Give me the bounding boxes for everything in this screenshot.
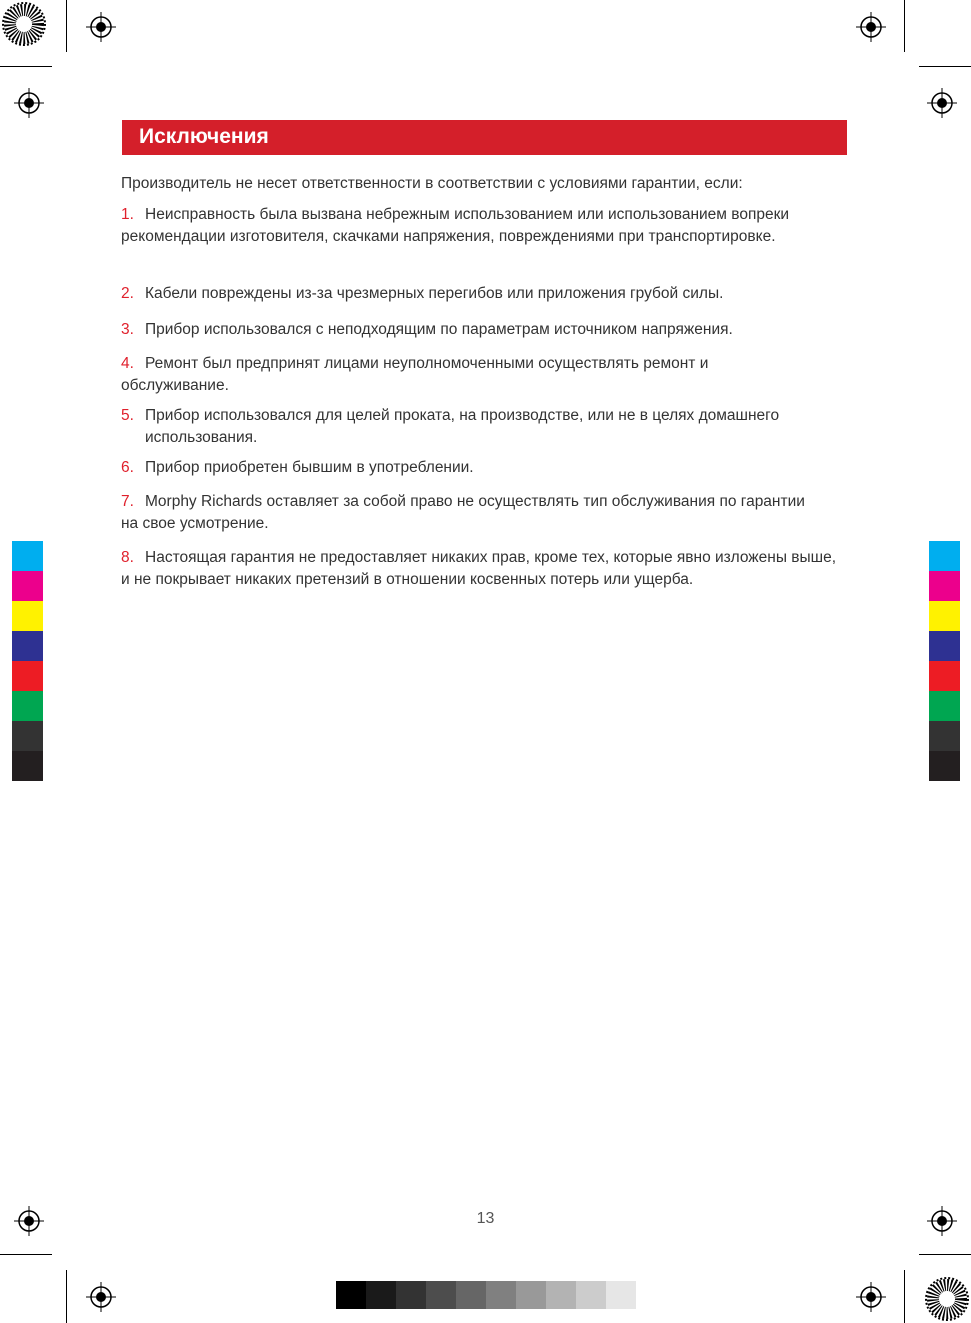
trim-line [0,66,52,67]
section-heading: Исключения [139,125,269,148]
list-item [121,547,836,591]
grey-swatch [336,1281,366,1309]
grey-swatch [516,1281,546,1309]
grey-swatch [426,1281,456,1309]
item-number: 2. [121,285,134,302]
grey-swatch [546,1281,576,1309]
color-swatch [12,631,43,661]
color-swatch [929,631,960,661]
color-bar-right [929,541,960,781]
item-text: Кабели повреждены из-за чрезмерных перегибов или приложения грубой силы. [145,285,724,302]
color-swatch [12,661,43,691]
item-text: Прибор приобретен бывшим в употреблении. [145,459,474,476]
intro-text: Производитель не несет ответственности в соответствии с условиями гарантии, если: [121,175,743,192]
color-swatch [12,751,43,781]
color-swatch [12,721,43,751]
item-number: 8. [121,549,134,566]
color-swatch [929,721,960,751]
item-text: Прибор использовался с неподходящим по параметрам источником напряжения. [145,321,733,338]
color-swatch [929,661,960,691]
grey-scale-bar [336,1281,636,1309]
item-text: Настоящая гарантия не предоставляет никаких прав, кроме тех, которые явно изложены выше, и не покрывает никаких претензий в отношении косвенных потерь или ущерба. [121,549,837,588]
color-swatch [12,601,43,631]
starburst-mark-icon [925,1277,969,1321]
registration-mark-icon [86,1282,116,1312]
list-item [121,319,841,341]
item-text: Прибор использовался для целей проката, на производстве, или не в целях домашнего использования. [145,407,780,446]
item-number: 7. [121,493,134,510]
item-text: Неисправность была вызвана небрежным использованием или использованием вопреки рекомендации изготовителя, скачками напряжения, повреждениями при транспортировке. [121,206,790,245]
grey-swatch [396,1281,426,1309]
color-swatch [929,541,960,571]
list-item [121,204,841,248]
trim-line [66,0,67,52]
color-swatch [929,691,960,721]
registration-mark-icon [856,1282,886,1312]
list-item [121,457,841,479]
trim-line [919,1254,971,1255]
color-swatch [12,691,43,721]
trim-line [904,0,905,52]
item-text: Ремонт был предпринят лицами неуполномоченными осуществлять ремонт и обслуживание. [121,355,709,394]
registration-mark-icon [14,88,44,118]
grey-swatch [606,1281,636,1309]
color-swatch [12,541,43,571]
list-item [121,353,801,397]
grey-swatch [456,1281,486,1309]
item-number: 5. [121,407,134,424]
item-number: 4. [121,355,134,372]
grey-swatch [486,1281,516,1309]
page-number: 13 [476,1210,495,1227]
list-item [121,283,841,305]
section-heading-bar [122,120,847,155]
registration-mark-icon [856,12,886,42]
item-text: Morphy Richards оставляет за собой право не осуществлять тип обслуживания по гарантии на свое усмотрение. [121,493,805,532]
registration-mark-icon [927,88,957,118]
grey-swatch [576,1281,606,1309]
trim-line [919,66,971,67]
color-swatch [929,601,960,631]
color-swatch [929,571,960,601]
list-item [121,491,821,535]
item-number: 6. [121,459,134,476]
item-number: 3. [121,321,134,338]
list-item [121,405,785,449]
trim-line [66,1270,67,1323]
trim-line [0,1254,52,1255]
color-swatch [929,751,960,781]
item-number: 1. [121,206,134,223]
trim-line [904,1270,905,1323]
registration-mark-icon [86,12,116,42]
grey-swatch [366,1281,396,1309]
color-swatch [12,571,43,601]
color-bar-left [12,541,43,781]
starburst-mark-icon [2,2,46,46]
